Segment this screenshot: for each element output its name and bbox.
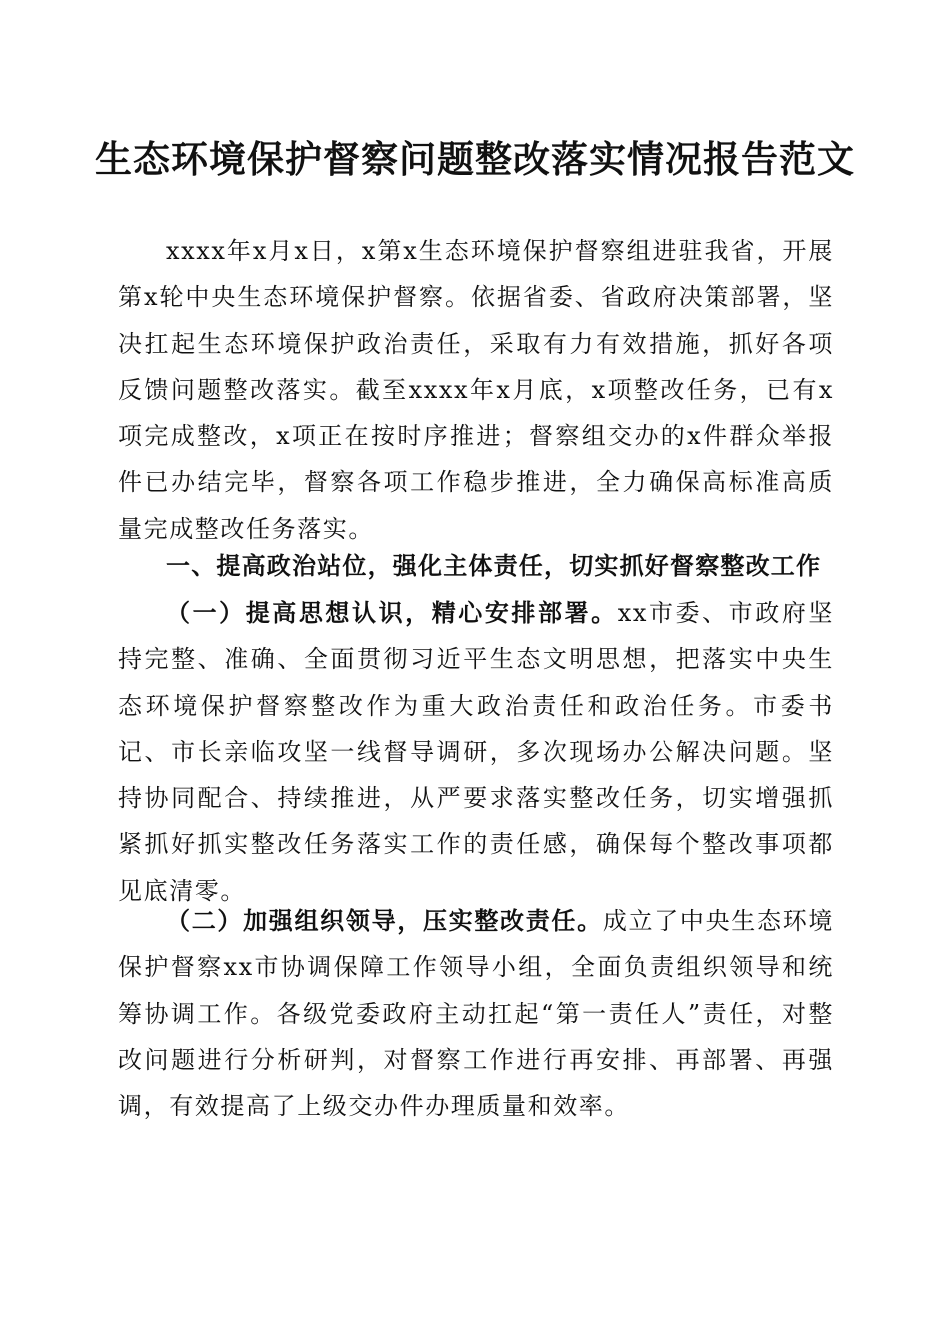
subsection-paragraph-1	[118, 590, 834, 914]
subsection-paragraph-2	[118, 898, 834, 1129]
document-title: 生态环境保护督察问题整改落实情况报告范文	[95, 137, 855, 181]
subsection-lead-2: （二）加强组织领导，压实整改责任。	[166, 907, 603, 935]
intro-paragraph: xxxx年x月x日，x第x生态环境保护督察组进驻我省，开展第x轮中央生态环境保护督察。依据省委、省政府决策部署，坚决扛起生态环境保护政治责任，采取有力有效措施，抓好各项反馈问题整改落实。截至xxxx年x月底，x项整改任务，已有x项完成整改，x项正在按时序推进；督察组交办的x件群众举报件已办结完毕，督察各项工作稳步推进，全力确保高标准高质量完成整改任务落实。	[118, 237, 834, 543]
subsection-text-2: 成立了中央生态环境保护督察xx市协调保障工作领导小组，全面负责组织领导和统筹协调工作。各级党委政府主动扛起“第一责任人”责任，对整改问题进行分析研判，对督察工作进行再安排、再部署、再强调，有效提高了上级交办件办理质量和效率。	[118, 907, 834, 1121]
section-heading-1: 一、提高政治站位，强化主体责任，切实抓好督察整改工作	[166, 552, 822, 580]
subsection-lead-1: （一）提高思想认识，精心安排部署。	[166, 599, 618, 627]
subsection-text-1: xx市委、市政府坚持完整、准确、全面贯彻习近平生态文明思想，把落实中央生态环境保护督察整改作为重大政治责任和政治任务。市委书记、市长亲临攻坚一线督导调研，多次现场办公解决问题。坚持协同配合、持续推进，从严要求落实整改任务，切实增强抓紧抓好抓实整改任务落实工作的责任感，确保每个整改事项都见底清零。	[118, 599, 834, 905]
